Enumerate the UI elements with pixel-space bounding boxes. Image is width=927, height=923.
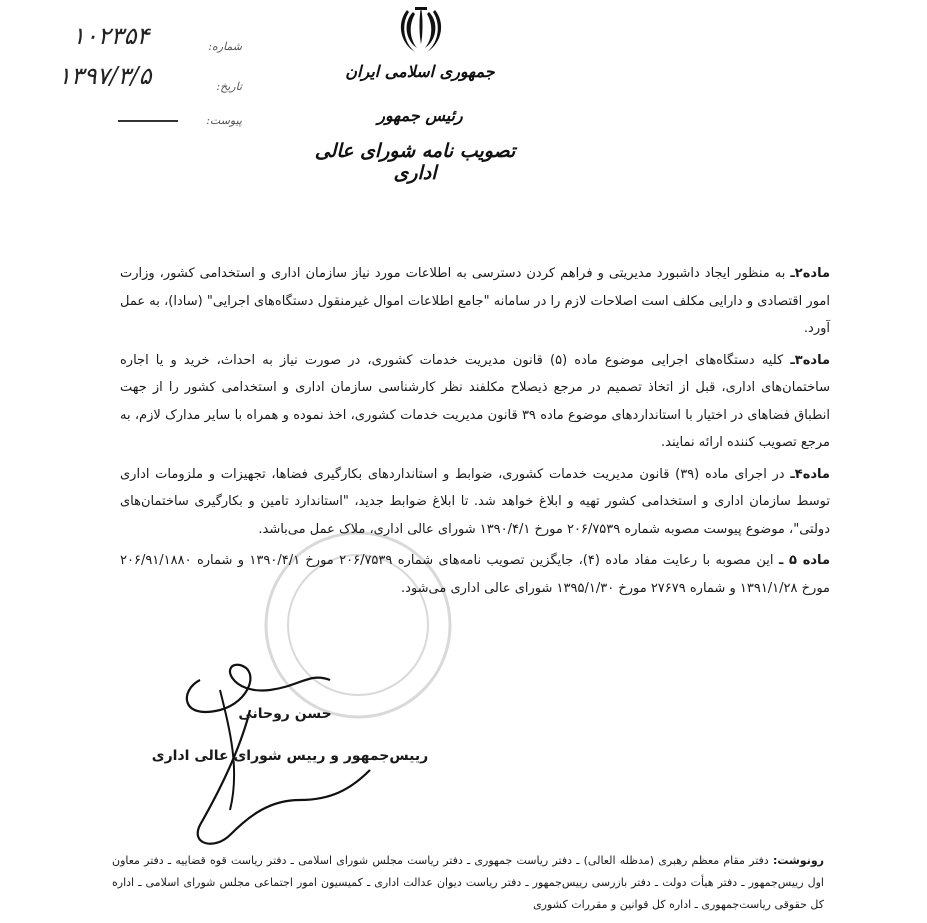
article-5 xyxy=(120,547,830,602)
header-office: رئیس جمهور xyxy=(377,106,463,125)
number-label: شماره: xyxy=(208,40,242,53)
copies-text: دفتر مقام معظم رهبری (مدظله العالی) ـ دفتر ریاست جمهوری ـ دفتر ریاست مجلس شورای اسلامی ـ دفتر ریاست قوه قضاییه ـ دفتر معاون اول رییس‌جمهور ـ دفتر هیأت دولت ـ دفتر بازرسی رییس‌جمهور ـ دفتر ریاست دیوان عدالت اداری ـ کمیسیون امور اجتماعی مجلس شورای اسلامی ـ اداره کل حقوقی ریاست‌جمهوری ـ اداره کل قوانین و مقررات کشوری xyxy=(112,854,824,911)
article-text: کلیه دستگاه‌های اجرایی موضوع ماده (۵) قانون مدیریت خدمات کشوری، در صورت نیاز به احداث، خرید و یا اجاره ساختمان‌های اداری، قبل از اتخاذ تصمیم در مرجع ذیصلاح مکلفند نظر کارشناسی سازمان اداری و استخدامی کشور را از جهت انطباق فضاهای در اختیار با استانداردهای موضوع ماده ۳۹ قانون مدیریت خدمات کشوری، اخذ نموده و همراه با سایر مدارک لازم، به مرجع تصویب کننده ارائه نمایند. xyxy=(120,352,830,450)
signer-title: رییس‌جمهور و رییس شورای عالی اداری xyxy=(151,748,429,764)
date-value: ۱۳۹۷/۳/۵ xyxy=(58,62,152,90)
date-label: تاریخ: xyxy=(216,80,242,93)
article-text: در اجرای ماده (۳۹) قانون مدیریت خدمات کشوری، ضوابط و استانداردهای بکارگیری فضاها، تجهیزات و ملزومات اداری توسط سازمان اداری و استخدامی کشور تهیه و ابلاغ خواهد شد. تا ابلاغ ضوابط جدید، "استاندارد تامین و بکارگیری ساختمان‌های دولتی"، موضوع پیوست مصوبه شماره ۲۰۶/۷۵۳۹ مورخ ۱۳۹۰/۴/۱ شورای عالی اداری، ملاک عمل می‌باشد. xyxy=(120,466,830,537)
copies-list xyxy=(112,850,824,916)
article-4 xyxy=(120,461,830,544)
article-text: به منظور ایجاد داشبورد مدیریتی و فراهم کردن دسترسی به اطلاعات مورد نیاز سازمان اداری و استخدامی کشور، وزارت امور اقتصادی و دارایی مکلف است اصلاحات لازم را در سامانه "جامع اطلاعات اموال غیرمنقول دستگاه‌های اجرایی" (سادا)، به عمل آورد. xyxy=(120,266,830,336)
iran-emblem-icon xyxy=(397,4,445,56)
number-value: ۱۰۲۳۵۴ xyxy=(72,22,150,50)
attachment-label: پیوست: xyxy=(206,114,242,127)
header-document-type: تصویب نامه شورای عالی اداری xyxy=(314,140,516,184)
article-2 xyxy=(120,260,830,343)
article-number: ماده ۵ ـ xyxy=(778,553,830,568)
document-body xyxy=(120,260,830,602)
attachment-dash xyxy=(118,120,178,122)
article-number: ماده۲ـ xyxy=(790,266,830,281)
article-number: ماده۳ـ xyxy=(790,352,830,368)
signer-name: حسن روحانی xyxy=(238,706,332,722)
copies-label: رونوشت: xyxy=(772,854,824,867)
article-number: ماده۴ـ xyxy=(790,466,830,482)
article-text: این مصوبه با رعایت مفاد ماده (۴)، جایگزین تصویب نامه‌های شماره ۲۰۶/۷۵۳۹ مورخ ۱۳۹۰/۴/۱ و شماره ۲۰۶/۹۱/۱۸۸۰ مورخ ۱۳۹۱/۱/۲۸ و شماره ۲۷۶۷۹ مورخ ۱۳۹۵/۱/۳۰ شورای عالی اداری می‌شود. xyxy=(120,553,830,596)
header-country: جمهوری اسلامی ایران xyxy=(345,62,495,81)
article-3 xyxy=(120,347,830,457)
